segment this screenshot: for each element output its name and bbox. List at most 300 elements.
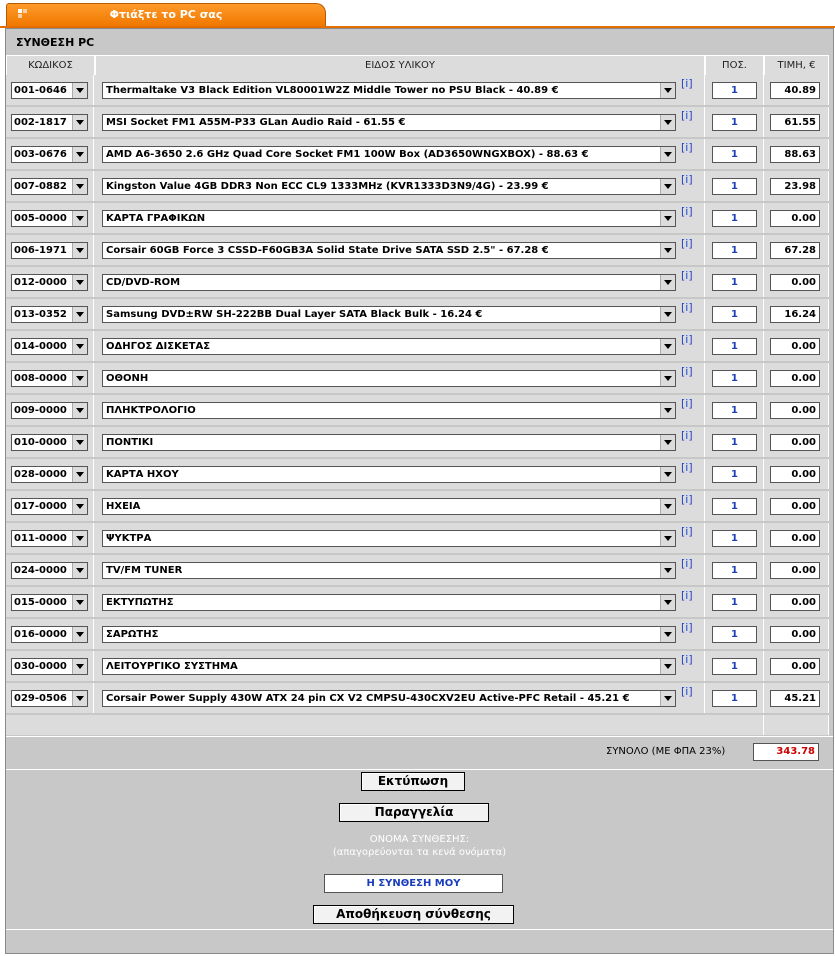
price-cell bbox=[764, 683, 829, 713]
code-cell bbox=[6, 459, 94, 489]
chevron-down-icon[interactable] bbox=[660, 691, 675, 706]
code-cell bbox=[6, 267, 94, 297]
price-cell bbox=[764, 299, 829, 329]
qty-cell bbox=[705, 555, 764, 585]
table-row bbox=[6, 459, 833, 490]
code-select[interactable] bbox=[11, 210, 88, 227]
chevron-down-icon[interactable] bbox=[72, 371, 87, 386]
code-cell bbox=[6, 683, 94, 713]
qty-cell bbox=[705, 587, 764, 617]
info-link[interactable]: [i] bbox=[681, 525, 693, 538]
code-cell bbox=[6, 619, 94, 649]
qty-cell bbox=[705, 683, 764, 713]
code-value: 001-0646 bbox=[14, 85, 67, 96]
quantity-input[interactable]: 1 bbox=[712, 274, 757, 291]
quantity-input[interactable]: 1 bbox=[712, 306, 757, 323]
qty-cell bbox=[705, 363, 764, 393]
price-value: 88.63 bbox=[770, 146, 820, 163]
code-value: 030-0000 bbox=[14, 661, 67, 672]
order-button[interactable]: Παραγγελία bbox=[339, 803, 489, 822]
quantity-input[interactable]: 1 bbox=[712, 530, 757, 547]
table-row bbox=[6, 75, 833, 106]
item-cell bbox=[94, 299, 705, 329]
quantity-input[interactable]: 1 bbox=[712, 178, 757, 195]
code-value: 003-0676 bbox=[14, 149, 67, 160]
info-link[interactable]: [i] bbox=[681, 365, 693, 378]
item-cell bbox=[94, 651, 705, 681]
chevron-down-icon[interactable] bbox=[72, 339, 87, 354]
item-value: ΨΥΚΤΡΑ bbox=[106, 533, 152, 544]
code-select[interactable] bbox=[11, 498, 88, 515]
item-cell bbox=[94, 75, 705, 105]
price-value: 0.00 bbox=[770, 562, 820, 579]
qty-cell bbox=[705, 107, 764, 137]
code-cell bbox=[6, 363, 94, 393]
table-row bbox=[6, 139, 833, 170]
info-link[interactable]: [i] bbox=[681, 173, 693, 186]
chevron-down-icon[interactable] bbox=[72, 563, 87, 578]
price-value: 0.00 bbox=[770, 338, 820, 355]
chevron-down-icon[interactable] bbox=[72, 691, 87, 706]
chevron-down-icon[interactable] bbox=[660, 275, 675, 290]
chevron-down-icon[interactable] bbox=[660, 115, 675, 130]
quantity-input[interactable]: 1 bbox=[712, 402, 757, 419]
chevron-down-icon[interactable] bbox=[72, 211, 87, 226]
item-value: Corsair Power Supply 430W ATX 24 pin CX V2 CMPSU-430CXV2EU Active-PFC Retail - 45.21 € bbox=[106, 693, 630, 704]
info-link[interactable]: [i] bbox=[681, 621, 693, 634]
code-select[interactable] bbox=[11, 690, 88, 707]
item-value: ΣΑΡΩΤΗΣ bbox=[106, 629, 159, 640]
code-cell bbox=[6, 107, 94, 137]
qty-cell bbox=[705, 171, 764, 201]
quantity-input[interactable]: 1 bbox=[712, 658, 757, 675]
chevron-down-icon[interactable] bbox=[660, 499, 675, 514]
code-select[interactable] bbox=[11, 338, 88, 355]
item-cell bbox=[94, 267, 705, 297]
qty-cell bbox=[705, 235, 764, 265]
item-select[interactable] bbox=[102, 402, 676, 419]
chevron-down-icon[interactable] bbox=[660, 307, 675, 322]
code-cell bbox=[6, 587, 94, 617]
code-select[interactable] bbox=[11, 626, 88, 643]
item-value: ΟΘΟΝΗ bbox=[106, 373, 149, 384]
chevron-down-icon[interactable] bbox=[660, 595, 675, 610]
code-cell bbox=[6, 555, 94, 585]
table-row bbox=[6, 491, 833, 522]
item-select[interactable] bbox=[102, 434, 676, 451]
item-cell bbox=[94, 683, 705, 713]
price-cell bbox=[764, 331, 829, 361]
chevron-down-icon[interactable] bbox=[72, 147, 87, 162]
chevron-down-icon[interactable] bbox=[72, 275, 87, 290]
table-spacer-row bbox=[6, 715, 833, 735]
chevron-down-icon[interactable] bbox=[660, 147, 675, 162]
chevron-down-icon[interactable] bbox=[660, 371, 675, 386]
code-select[interactable] bbox=[11, 146, 88, 163]
price-cell bbox=[764, 459, 829, 489]
item-select[interactable] bbox=[102, 690, 676, 707]
chevron-down-icon[interactable] bbox=[660, 531, 675, 546]
code-cell bbox=[6, 651, 94, 681]
info-link[interactable]: [i] bbox=[681, 269, 693, 282]
item-select[interactable] bbox=[102, 658, 676, 675]
item-select[interactable] bbox=[102, 82, 676, 99]
item-value: Kingston Value 4GB DDR3 Non ECC CL9 1333MHz (KVR1333D3N9/4G) - 23.99 € bbox=[106, 181, 549, 192]
tab-build-pc[interactable] bbox=[6, 3, 326, 26]
code-select[interactable] bbox=[11, 114, 88, 131]
qty-cell bbox=[705, 331, 764, 361]
item-select[interactable] bbox=[102, 466, 676, 483]
composition-name-input[interactable]: Η ΣΥΝΘΕΣΗ ΜΟΥ bbox=[324, 874, 503, 893]
info-link[interactable]: [i] bbox=[681, 205, 693, 218]
qty-cell bbox=[705, 651, 764, 681]
info-link[interactable]: [i] bbox=[681, 589, 693, 602]
composition-name-label: ΟΝΟΜΑ ΣΥΝΘΕΣΗΣ: bbox=[369, 834, 470, 845]
price-cell bbox=[764, 107, 829, 137]
item-cell bbox=[94, 395, 705, 425]
price-value: 0.00 bbox=[770, 402, 820, 419]
header-price: ΤΙΜΗ, € bbox=[764, 55, 829, 76]
code-select[interactable] bbox=[11, 434, 88, 451]
price-cell bbox=[764, 235, 829, 265]
table-row bbox=[6, 395, 833, 426]
table-row bbox=[6, 299, 833, 330]
item-select[interactable] bbox=[102, 210, 676, 227]
header-item: ΕΙΔΟΣ ΥΛΙΚΟΥ bbox=[95, 55, 705, 76]
quantity-input[interactable]: 1 bbox=[712, 82, 757, 99]
item-select[interactable] bbox=[102, 146, 676, 163]
quantity-input[interactable]: 1 bbox=[712, 242, 757, 259]
header-code: ΚΩΔΙΚΟΣ bbox=[6, 55, 95, 76]
quantity-input[interactable]: 1 bbox=[712, 370, 757, 387]
code-value: 014-0000 bbox=[14, 341, 67, 352]
price-cell bbox=[764, 267, 829, 297]
price-value: 23.98 bbox=[770, 178, 820, 195]
price-cell bbox=[764, 587, 829, 617]
code-value: 005-0000 bbox=[14, 213, 67, 224]
item-cell bbox=[94, 139, 705, 169]
info-link[interactable]: [i] bbox=[681, 237, 693, 250]
item-cell bbox=[94, 587, 705, 617]
code-select[interactable] bbox=[11, 306, 88, 323]
item-cell bbox=[94, 523, 705, 553]
table-row bbox=[6, 107, 833, 138]
code-value: 002-1817 bbox=[14, 117, 67, 128]
code-select[interactable] bbox=[11, 178, 88, 195]
table-row bbox=[6, 523, 833, 554]
quantity-input[interactable]: 1 bbox=[712, 338, 757, 355]
table-row bbox=[6, 171, 833, 202]
price-cell bbox=[764, 619, 829, 649]
item-cell bbox=[94, 107, 705, 137]
chevron-down-icon[interactable] bbox=[660, 83, 675, 98]
code-select[interactable] bbox=[11, 658, 88, 675]
item-value: Thermaltake V3 Black Edition VL80001W2Z Middle Tower no PSU Black - 40.89 € bbox=[106, 85, 559, 96]
chevron-down-icon[interactable] bbox=[72, 499, 87, 514]
chevron-down-icon[interactable] bbox=[72, 627, 87, 642]
item-select[interactable] bbox=[102, 626, 676, 643]
item-select[interactable] bbox=[102, 178, 676, 195]
quantity-input[interactable]: 1 bbox=[712, 562, 757, 579]
item-cell bbox=[94, 363, 705, 393]
item-value: TV/FM TUNER bbox=[106, 565, 183, 576]
chevron-down-icon[interactable] bbox=[660, 435, 675, 450]
footer-divider bbox=[6, 929, 833, 930]
quantity-input[interactable]: 1 bbox=[712, 626, 757, 643]
table-row bbox=[6, 587, 833, 618]
code-cell bbox=[6, 395, 94, 425]
chevron-down-icon[interactable] bbox=[72, 659, 87, 674]
price-value: 0.00 bbox=[770, 626, 820, 643]
price-value: 67.28 bbox=[770, 242, 820, 259]
chevron-down-icon[interactable] bbox=[72, 179, 87, 194]
item-value: ΠΛΗΚΤΡΟΛΟΓΙΟ bbox=[106, 405, 196, 416]
code-cell bbox=[6, 235, 94, 265]
price-cell bbox=[764, 75, 829, 105]
code-select[interactable] bbox=[11, 466, 88, 483]
chevron-down-icon[interactable] bbox=[660, 659, 675, 674]
table-row bbox=[6, 619, 833, 650]
item-value: Samsung DVD±RW SH-222BB Dual Layer SATA Black Bulk - 16.24 € bbox=[106, 309, 483, 320]
price-value: 0.00 bbox=[770, 498, 820, 515]
chevron-down-icon[interactable] bbox=[72, 531, 87, 546]
price-value: 16.24 bbox=[770, 306, 820, 323]
price-cell bbox=[764, 491, 829, 521]
quantity-input[interactable]: 1 bbox=[712, 498, 757, 515]
item-value: ΟΔΗΓΟΣ ΔΙΣΚΕΤΑΣ bbox=[106, 341, 211, 352]
item-value: ΚΑΡΤΑ ΗΧΟΥ bbox=[106, 469, 179, 480]
code-value: 024-0000 bbox=[14, 565, 67, 576]
info-link[interactable]: [i] bbox=[681, 493, 693, 506]
price-value: 0.00 bbox=[770, 466, 820, 483]
item-cell bbox=[94, 555, 705, 585]
table-row bbox=[6, 555, 833, 586]
chevron-down-icon[interactable] bbox=[72, 435, 87, 450]
table-row bbox=[6, 203, 833, 234]
code-value: 015-0000 bbox=[14, 597, 67, 608]
price-value: 0.00 bbox=[770, 274, 820, 291]
qty-cell bbox=[705, 459, 764, 489]
item-value: ΛΕΙΤΟΥΡΓΙΚΟ ΣΥΣΤΗΜΑ bbox=[106, 661, 238, 672]
price-cell bbox=[764, 203, 829, 233]
info-link[interactable]: [i] bbox=[681, 301, 693, 314]
qty-cell bbox=[705, 267, 764, 297]
chevron-down-icon[interactable] bbox=[660, 339, 675, 354]
item-select[interactable] bbox=[102, 114, 676, 131]
chevron-down-icon[interactable] bbox=[72, 467, 87, 482]
item-select[interactable] bbox=[102, 562, 676, 579]
info-link[interactable]: [i] bbox=[681, 685, 693, 698]
item-select[interactable] bbox=[102, 370, 676, 387]
quantity-input[interactable]: 1 bbox=[712, 114, 757, 131]
save-composition-button[interactable]: Αποθήκευση σύνθεσης bbox=[313, 905, 514, 924]
item-select[interactable] bbox=[102, 498, 676, 515]
price-cell bbox=[764, 139, 829, 169]
code-value: 028-0000 bbox=[14, 469, 67, 480]
code-cell bbox=[6, 75, 94, 105]
item-value: ΠΟΝΤΙΚΙ bbox=[106, 437, 154, 448]
quantity-input[interactable]: 1 bbox=[712, 594, 757, 611]
code-select[interactable] bbox=[11, 242, 88, 259]
info-link[interactable]: [i] bbox=[681, 77, 693, 90]
composition-name-hint: (απαγορεύονται τα κενά ονόματα) bbox=[332, 847, 507, 858]
item-cell bbox=[94, 619, 705, 649]
info-link[interactable]: [i] bbox=[681, 557, 693, 570]
section-title: ΣΥΝΘΕΣΗ PC bbox=[16, 36, 95, 49]
code-cell bbox=[6, 171, 94, 201]
code-select[interactable] bbox=[11, 274, 88, 291]
code-value: 013-0352 bbox=[14, 309, 67, 320]
code-value: 008-0000 bbox=[14, 373, 67, 384]
price-value: 0.00 bbox=[770, 658, 820, 675]
price-cell bbox=[764, 363, 829, 393]
info-link[interactable]: [i] bbox=[681, 141, 693, 154]
chevron-down-icon[interactable] bbox=[660, 627, 675, 642]
info-link[interactable]: [i] bbox=[681, 653, 693, 666]
info-link[interactable]: [i] bbox=[681, 109, 693, 122]
item-cell bbox=[94, 427, 705, 457]
chevron-down-icon[interactable] bbox=[72, 403, 87, 418]
code-value: 016-0000 bbox=[14, 629, 67, 640]
quantity-input[interactable]: 1 bbox=[712, 466, 757, 483]
tab-bar bbox=[0, 0, 835, 27]
item-cell bbox=[94, 491, 705, 521]
item-cell bbox=[94, 331, 705, 361]
item-value: CD/DVD-ROM bbox=[106, 277, 181, 288]
item-cell bbox=[94, 171, 705, 201]
price-value: 0.00 bbox=[770, 530, 820, 547]
price-cell bbox=[764, 523, 829, 553]
code-select[interactable] bbox=[11, 370, 88, 387]
chevron-down-icon[interactable] bbox=[660, 179, 675, 194]
qty-cell bbox=[705, 395, 764, 425]
code-cell bbox=[6, 523, 94, 553]
total-value: 343.78 bbox=[753, 743, 819, 761]
code-cell bbox=[6, 203, 94, 233]
code-value: 029-0506 bbox=[14, 693, 67, 704]
table-row bbox=[6, 683, 833, 714]
info-link[interactable]: [i] bbox=[681, 461, 693, 474]
code-select[interactable] bbox=[11, 402, 88, 419]
item-select[interactable] bbox=[102, 306, 676, 323]
code-cell bbox=[6, 491, 94, 521]
price-value: 0.00 bbox=[770, 370, 820, 387]
item-select[interactable] bbox=[102, 594, 676, 611]
header-qty: ΠΟΣ. bbox=[705, 55, 764, 76]
pc-builder-panel bbox=[5, 28, 834, 954]
table-row bbox=[6, 651, 833, 682]
quantity-input[interactable]: 1 bbox=[712, 690, 757, 707]
quantity-input[interactable]: 1 bbox=[712, 146, 757, 163]
code-value: 009-0000 bbox=[14, 405, 67, 416]
item-select[interactable] bbox=[102, 242, 676, 259]
item-cell bbox=[94, 459, 705, 489]
code-value: 011-0000 bbox=[14, 533, 67, 544]
quantity-input[interactable]: 1 bbox=[712, 434, 757, 451]
code-value: 006-1971 bbox=[14, 245, 67, 256]
item-cell bbox=[94, 203, 705, 233]
price-value: 0.00 bbox=[770, 434, 820, 451]
price-value: 0.00 bbox=[770, 210, 820, 227]
chevron-down-icon[interactable] bbox=[72, 115, 87, 130]
qty-cell bbox=[705, 523, 764, 553]
qty-cell bbox=[705, 427, 764, 457]
chevron-down-icon[interactable] bbox=[660, 467, 675, 482]
total-label: ΣΥΝΟΛΟ (ΜΕ ΦΠΑ 23%) bbox=[606, 746, 726, 757]
price-value: 45.21 bbox=[770, 690, 820, 707]
qty-cell bbox=[705, 75, 764, 105]
price-cell bbox=[764, 171, 829, 201]
chevron-down-icon[interactable] bbox=[660, 563, 675, 578]
chevron-down-icon[interactable] bbox=[660, 211, 675, 226]
chevron-down-icon[interactable] bbox=[660, 403, 675, 418]
table-row bbox=[6, 235, 833, 266]
item-value: ΗΧΕΙΑ bbox=[106, 501, 141, 512]
qty-cell bbox=[705, 619, 764, 649]
item-value: AMD A6-3650 2.6 GHz Quad Core Socket FM1 100W Box (AD3650WNGXBOX) - 88.63 € bbox=[106, 149, 589, 160]
qty-cell bbox=[705, 139, 764, 169]
table-row bbox=[6, 427, 833, 458]
code-select[interactable] bbox=[11, 594, 88, 611]
code-select[interactable] bbox=[11, 562, 88, 579]
qty-cell bbox=[705, 299, 764, 329]
item-select[interactable] bbox=[102, 338, 676, 355]
table-row bbox=[6, 267, 833, 298]
item-cell bbox=[94, 235, 705, 265]
item-value: ΕΚΤΥΠΩΤΗΣ bbox=[106, 597, 174, 608]
quantity-input[interactable]: 1 bbox=[712, 210, 757, 227]
code-value: 007-0882 bbox=[14, 181, 67, 192]
info-link[interactable]: [i] bbox=[681, 397, 693, 410]
info-link[interactable]: [i] bbox=[681, 333, 693, 346]
code-value: 017-0000 bbox=[14, 501, 67, 512]
item-value: Corsair 60GB Force 3 CSSD-F60GB3A Solid State Drive SATA SSD 2.5" - 67.28 € bbox=[106, 245, 549, 256]
table-row bbox=[6, 331, 833, 362]
code-cell bbox=[6, 427, 94, 457]
item-select[interactable] bbox=[102, 530, 676, 547]
print-button[interactable]: Εκτύπωση bbox=[361, 772, 465, 791]
price-cell bbox=[764, 427, 829, 457]
chevron-down-icon[interactable] bbox=[660, 243, 675, 258]
price-cell bbox=[764, 555, 829, 585]
item-value: MSI Socket FM1 A55M-P33 GLan Audio Raid - 61.55 € bbox=[106, 117, 406, 128]
qty-cell bbox=[705, 491, 764, 521]
price-value: 61.55 bbox=[770, 114, 820, 131]
code-cell bbox=[6, 299, 94, 329]
code-select[interactable] bbox=[11, 82, 88, 99]
qty-cell bbox=[705, 203, 764, 233]
price-cell bbox=[764, 395, 829, 425]
table-row bbox=[6, 363, 833, 394]
item-value: ΚΑΡΤΑ ΓΡΑΦΙΚΩΝ bbox=[106, 213, 206, 224]
code-value: 010-0000 bbox=[14, 437, 67, 448]
code-cell bbox=[6, 331, 94, 361]
tab-label: Φτιάξτε το PC σας bbox=[109, 8, 223, 21]
item-select[interactable] bbox=[102, 274, 676, 291]
code-select[interactable] bbox=[11, 530, 88, 547]
chevron-down-icon[interactable] bbox=[72, 595, 87, 610]
code-cell bbox=[6, 139, 94, 169]
price-cell bbox=[764, 651, 829, 681]
info-link[interactable]: [i] bbox=[681, 429, 693, 442]
grid-icon bbox=[18, 9, 28, 19]
price-value: 0.00 bbox=[770, 594, 820, 611]
code-value: 012-0000 bbox=[14, 277, 67, 288]
price-value: 40.89 bbox=[770, 82, 820, 99]
chevron-down-icon[interactable] bbox=[72, 83, 87, 98]
chevron-down-icon[interactable] bbox=[72, 243, 87, 258]
chevron-down-icon[interactable] bbox=[72, 307, 87, 322]
